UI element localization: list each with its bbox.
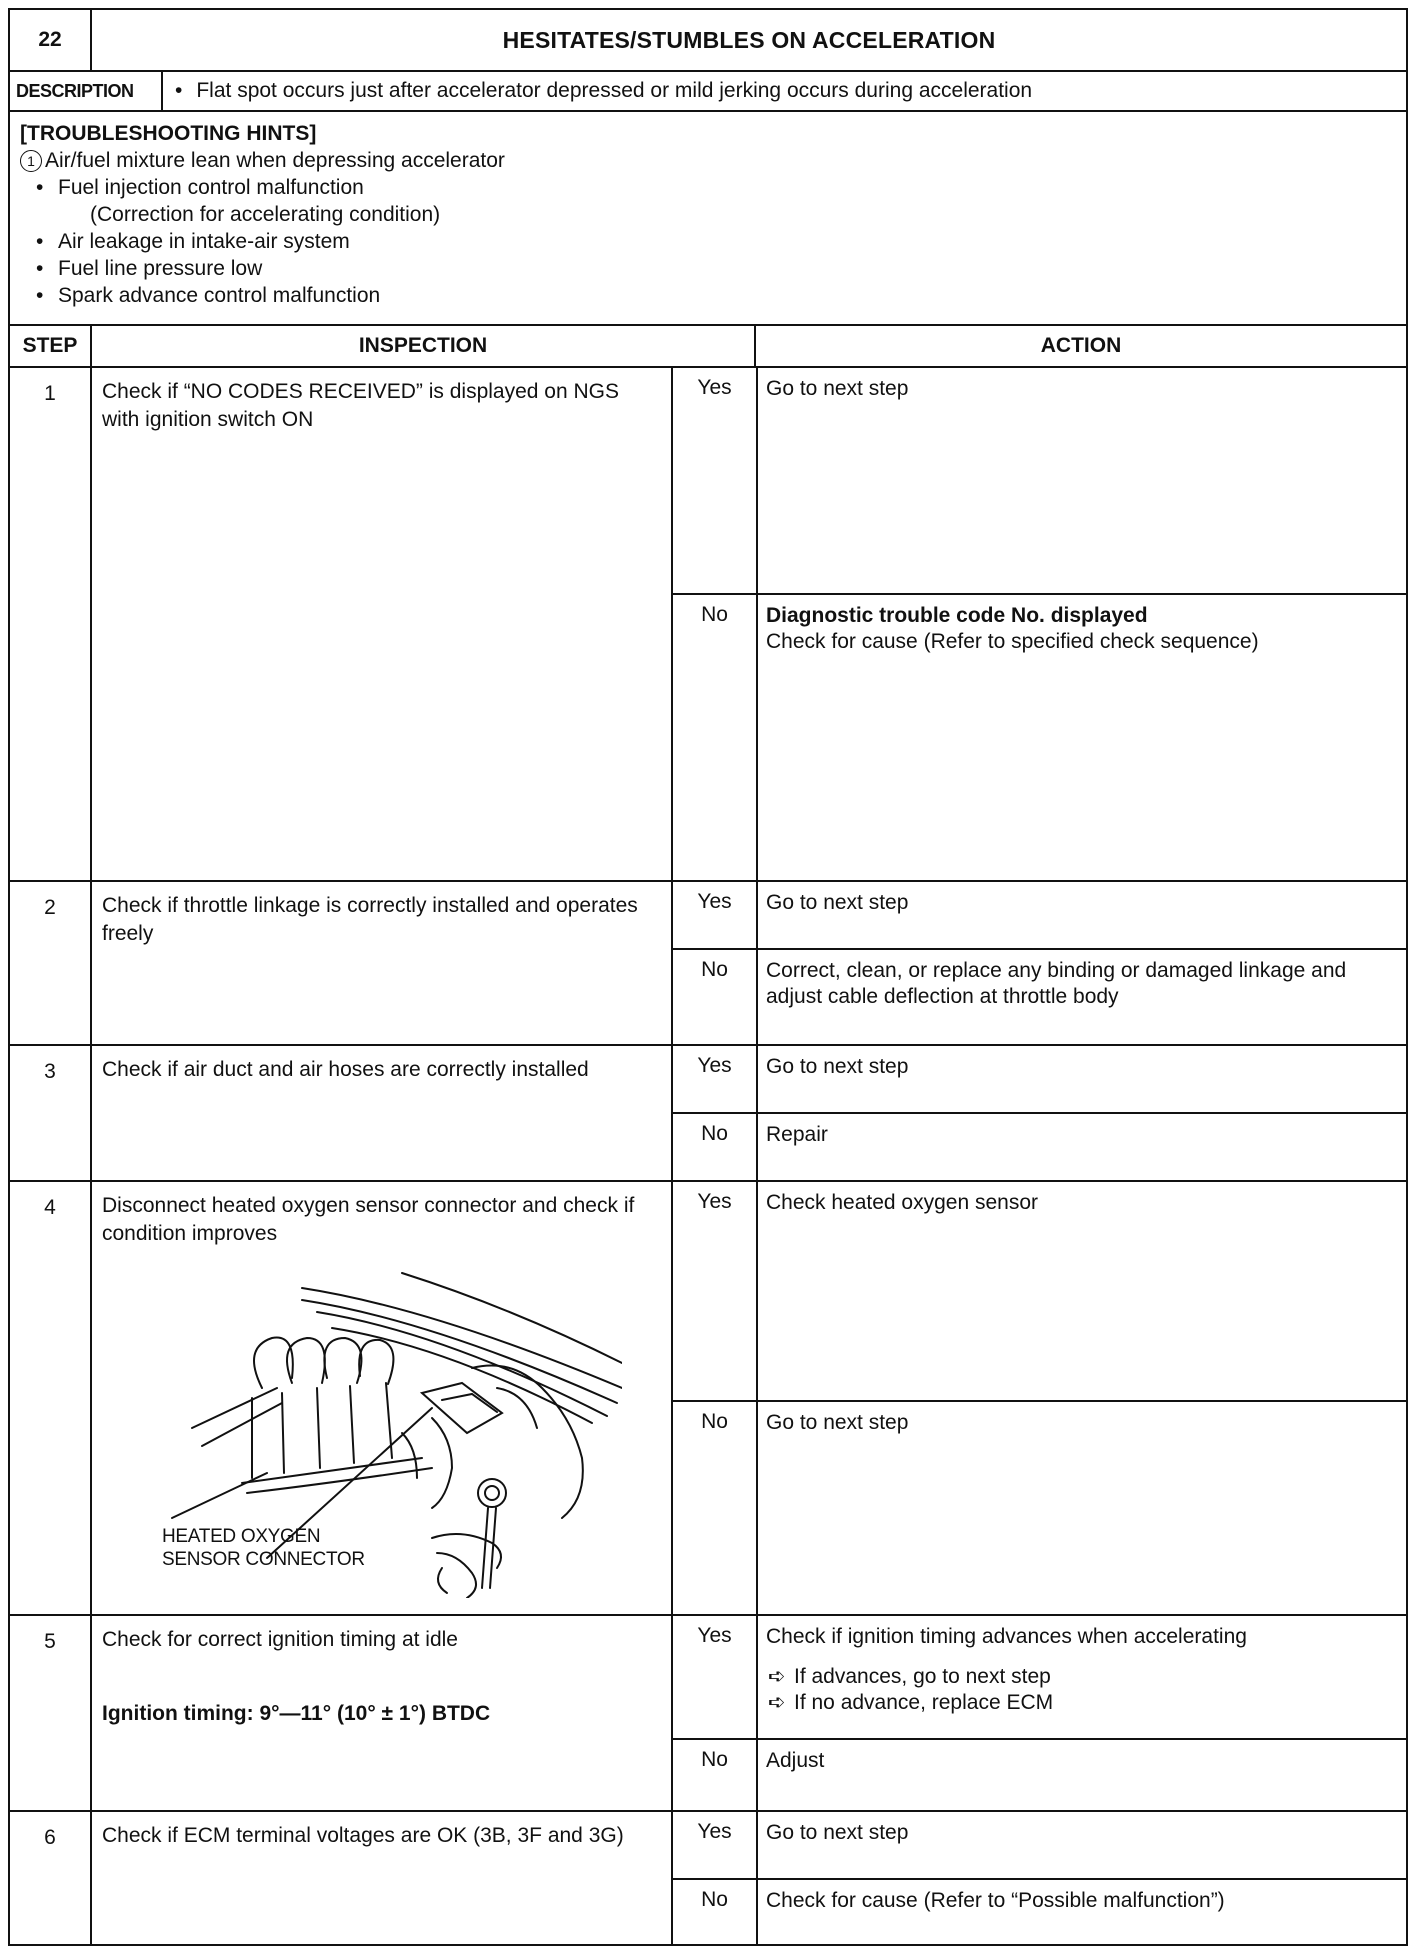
arrow-right-icon: ➪ <box>768 1691 786 1714</box>
result-no <box>673 1880 1406 1944</box>
result-yes <box>673 1812 1406 1880</box>
step-results <box>673 882 1406 1044</box>
result-yes <box>673 882 1406 950</box>
bullet-icon: • <box>175 79 183 102</box>
step-inspection: Check if throttle linkage is correctly installed and operates freely <box>92 882 673 1044</box>
result-no <box>673 595 1406 880</box>
hints-title: [TROUBLESHOOTING HINTS] <box>20 122 317 145</box>
step-row-4 <box>8 1182 1408 1616</box>
step-number: 5 <box>10 1616 92 1810</box>
yes-label: Yes <box>673 1812 758 1878</box>
no-action: Adjust <box>766 1749 825 1772</box>
result-no <box>673 1740 1406 1810</box>
troubleshooting-hints <box>8 112 1408 326</box>
column-header-step: STEP <box>10 326 92 366</box>
hint-item: • Fuel injection control malfunction <box>20 174 1396 201</box>
description-row <box>8 72 1408 112</box>
result-no <box>673 1402 1406 1614</box>
hint-subitem: (Correction for accelerating condition) <box>90 203 441 226</box>
ignition-timing-spec: Ignition timing: 9°—11° (10° ± 1°) BTDC <box>102 1702 491 1725</box>
no-action-text: Check for cause (Refer to specified check sequence) <box>766 630 1259 653</box>
troubleshooting-sheet <box>8 8 1408 1946</box>
step-number: 3 <box>10 1046 92 1180</box>
procedure-number: 22 <box>10 10 92 70</box>
result-no <box>673 950 1406 1044</box>
result-no <box>673 1114 1406 1180</box>
hint-item: • Fuel line pressure low <box>20 255 1396 282</box>
step-inspection: Disconnect heated oxygen sensor connector and check if condition improves <box>102 1194 635 1245</box>
no-action: Check for cause (Refer to “Possible malfunction”) <box>766 1889 1225 1912</box>
step-inspection: Check if ECM terminal voltages are OK (3B, 3F and 3G) <box>92 1812 673 1944</box>
no-label: No <box>673 1740 758 1810</box>
step-inspection: Check if air duct and air hoses are correctly installed <box>92 1046 673 1180</box>
hint-item: • Air leakage in intake-air system <box>20 228 1396 255</box>
no-label: No <box>673 595 758 880</box>
step-number: 6 <box>10 1812 92 1944</box>
no-label: No <box>673 1402 758 1614</box>
yes-sub-action-text: If advances, go to next step <box>794 1665 1051 1688</box>
result-yes <box>673 1182 1406 1402</box>
yes-sub-action-text: If no advance, replace ECM <box>794 1691 1054 1714</box>
step-inspection: Check if “NO CODES RECEIVED” is displayed on NGS with ignition switch ON <box>92 368 673 880</box>
step-results <box>673 1182 1406 1614</box>
hints-lead <box>20 147 1396 174</box>
yes-sub-action <box>766 1690 1398 1716</box>
no-action: Repair <box>766 1123 828 1146</box>
column-headers <box>8 326 1408 368</box>
yes-sub-action <box>766 1664 1398 1690</box>
column-header-action: ACTION <box>1040 334 1122 357</box>
step-number: 1 <box>10 368 92 880</box>
step-inspection-cell <box>92 1182 673 1614</box>
figure-label: SENSOR CONNECTOR <box>162 1549 365 1570</box>
description-text: Flat spot occurs just after accelerator depressed or mild jerking occurs during acceleration <box>196 79 1033 102</box>
step-results <box>673 1046 1406 1180</box>
hint-item: • Spark advance control malfunction <box>20 282 1396 309</box>
step-row-1 <box>8 368 1408 882</box>
yes-action: Go to next step <box>766 891 909 914</box>
yes-label: Yes <box>673 368 758 593</box>
no-label: No <box>673 950 758 1044</box>
step-number: 4 <box>10 1182 92 1614</box>
yes-label: Yes <box>673 1616 758 1738</box>
step-inspection: Check for correct ignition timing at idle <box>102 1628 458 1651</box>
sheet-header <box>8 8 1408 72</box>
column-header-inspection: INSPECTION <box>92 326 756 366</box>
step-row-5 <box>8 1616 1408 1812</box>
step-row-2 <box>8 882 1408 1046</box>
no-action: Correct, clean, or replace any binding or damaged linkage and adjust cable deflection at throttle body <box>766 959 1347 1008</box>
yes-action <box>758 1616 1406 1738</box>
oxygen-sensor-figure <box>102 1268 661 1598</box>
step-row-3 <box>8 1046 1408 1182</box>
figure-label: HEATED OXYGEN <box>162 1526 321 1547</box>
hints-lead-text: Air/fuel mixture lean when depressing accelerator <box>45 149 505 172</box>
yes-action: Go to next step <box>766 377 909 400</box>
yes-action-text: Check if ignition timing advances when accelerating <box>766 1625 1247 1648</box>
result-yes <box>673 1046 1406 1114</box>
step-results <box>673 368 1406 880</box>
description-label: DESCRIPTION <box>10 72 163 110</box>
step-results <box>673 1616 1406 1810</box>
yes-label: Yes <box>673 1046 758 1112</box>
arrow-right-icon: ➪ <box>768 1665 786 1688</box>
yes-action: Check heated oxygen sensor <box>766 1191 1039 1214</box>
no-label: No <box>673 1114 758 1180</box>
yes-label: Yes <box>673 1182 758 1400</box>
no-action <box>758 595 1406 880</box>
no-action-title: Diagnostic trouble code No. displayed <box>766 604 1148 627</box>
step-number: 2 <box>10 882 92 1044</box>
yes-action: Go to next step <box>766 1821 909 1844</box>
step-row-6 <box>8 1812 1408 1946</box>
step-results <box>673 1812 1406 1944</box>
step-inspection-cell <box>92 1616 673 1810</box>
no-label: No <box>673 1880 758 1944</box>
result-yes <box>673 368 1406 595</box>
yes-label: Yes <box>673 882 758 948</box>
page-title: HESITATES/STUMBLES ON ACCELERATION <box>502 26 996 53</box>
yes-action: Go to next step <box>766 1055 909 1078</box>
result-yes <box>673 1616 1406 1740</box>
circled-number-icon: 1 <box>20 150 42 172</box>
no-action: Go to next step <box>766 1411 909 1434</box>
description-text-cell <box>163 72 1406 110</box>
